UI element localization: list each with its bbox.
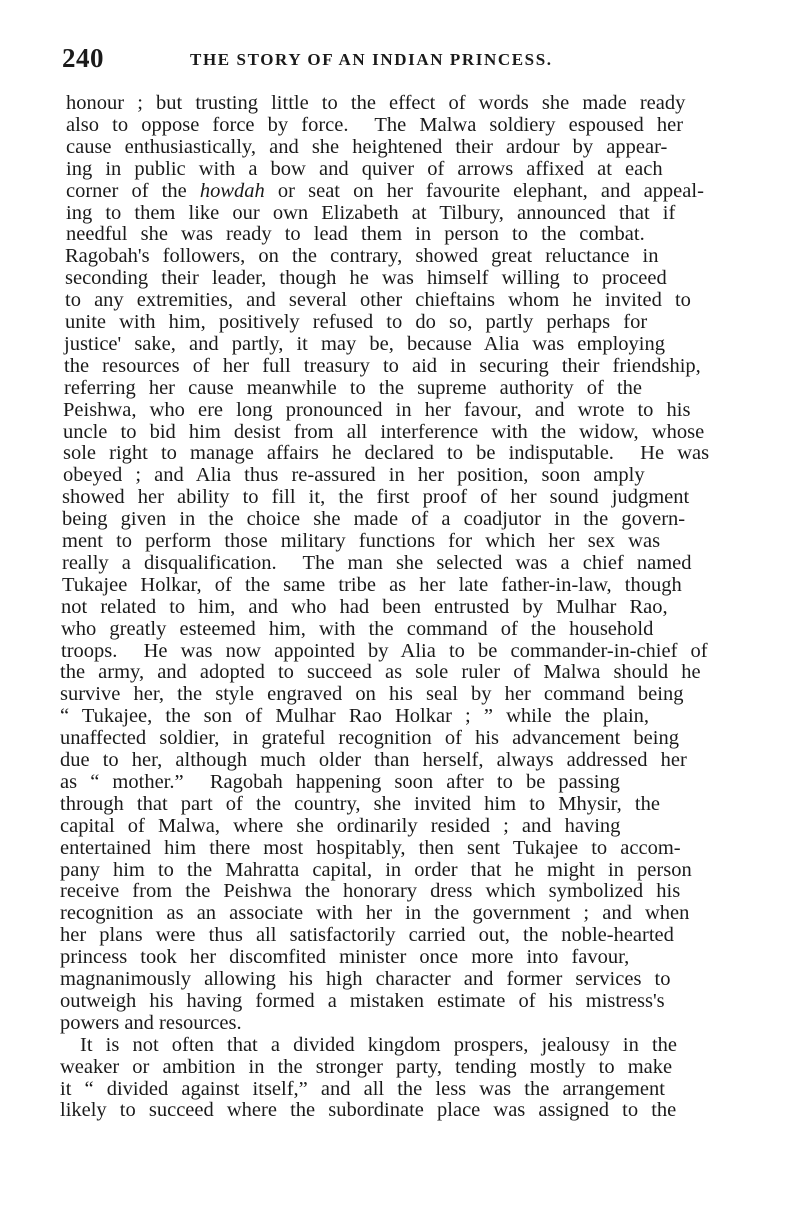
text-line: weaker or ambition in the stronger party, tending mostly to make xyxy=(60,1055,673,1078)
text-line: unaffected soldier, in grateful recognition of his advancement being xyxy=(60,727,679,750)
italic-word: howdah xyxy=(199,179,265,202)
text-line: her plans were thus all satisfactorily carried out, the noble-hearted xyxy=(60,924,674,947)
text-line: ing in public with a bow and quiver of arrows affixed at each xyxy=(66,157,663,180)
text-line: magnanimously allowing his high character and former services to xyxy=(60,968,671,990)
text-line: through that part of the country, she invited him to Mhysir, the xyxy=(60,792,660,815)
page-number: 240 xyxy=(62,43,104,73)
text-line: princess took her discomfited minister once more into favour, xyxy=(60,946,630,969)
text-line: pany him to the Mahratta capital, in order that he might in person xyxy=(60,858,692,881)
text-line: justice' sake, and partly, it may be, because Alia was employing xyxy=(64,332,665,355)
text-line: survive her, the style engraved on his seal by her command being xyxy=(60,683,684,706)
text-line: being given in the choice she made of a coadjutor in the govern- xyxy=(62,508,686,531)
text-line: it “ divided against itself,” and all the less was the arrangement xyxy=(60,1077,665,1100)
text-line: Tukajee Holkar, of the same tribe as her late father-in-law, though xyxy=(62,573,682,596)
text-line: obeyed ; and Alia thus re-assured in her position, soon amply xyxy=(63,464,645,487)
text-line: really a disqualification. The man she selected was a chief named xyxy=(62,551,692,574)
text-line: the army, and adopted to succeed as sole ruler of Malwa should he xyxy=(60,661,701,684)
text-line: likely to succeed where the subordinate place was assigned to the xyxy=(60,1099,677,1122)
text-line: to any extremities, and several other chieftains whom he invited to xyxy=(65,289,691,312)
text-line: entertained him there most hospitably, then sent Tukajee to accom- xyxy=(60,836,681,859)
text-line: outweigh his having formed a mistaken estimate of his mistress's xyxy=(60,989,665,1012)
text-line: showed her ability to fill it, the first proof of her sound judgment xyxy=(62,486,690,509)
text-line: corner of the howdah or seat on her favourite elephant, and appeal- xyxy=(66,179,704,202)
text-line: Ragobah's followers, on the contrary, showed great reluctance in xyxy=(65,245,659,268)
text-line: not related to him, and who had been entrusted by Mulhar Rao, xyxy=(61,595,668,618)
page-header xyxy=(62,38,782,78)
text-line: who greatly esteemed him, with the command of the household xyxy=(61,617,654,640)
text-line: troops. He was now appointed by Alia to be commander-in-chief of xyxy=(61,639,708,662)
text-line: ment to perform those military functions for which her sex was xyxy=(62,530,661,552)
text-line: needful she was ready to lead them in person to the combat. xyxy=(66,223,645,246)
text-line: capital of Malwa, where she ordinarily resided ; and having xyxy=(60,814,621,837)
text-line: the resources of her full treasury to aid in securing their friendship, xyxy=(64,354,701,377)
text-line: due to her, although much older than herself, always addressed her xyxy=(60,749,687,771)
text-line: unite with him, positively refused to do so, partly perhaps for xyxy=(65,311,648,333)
text-line: ing to them like our own Elizabeth at Tilbury, announced that if xyxy=(66,201,676,224)
text-line: It is not often that a divided kingdom prospers, jealousy in the xyxy=(80,1033,677,1056)
text-line: also to oppose force by force. The Malwa soldiery espoused her xyxy=(66,113,684,136)
text-line: Peishwa, who ere long pronounced in her favour, and wrote to his xyxy=(63,398,691,421)
text-line: powers and resources. xyxy=(60,1011,242,1034)
text-line: seconding their leader, though he was himself willing to proceed xyxy=(65,267,667,290)
text-line: uncle to bid him desist from all interference with the widow, whose xyxy=(63,420,705,443)
text-line: sole right to manage affairs he declared to be indisputable. He was xyxy=(63,442,710,465)
text-line: honour ; but trusting little to the effect of words she made ready xyxy=(66,92,686,114)
text-line: “ Tukajee, the son of Mulhar Rao Holkar ; ” while the plain, xyxy=(60,705,650,728)
text-line: recognition as an associate with her in the government ; and when xyxy=(60,902,690,925)
text-line: as “ mother.” Ragobah happening soon after to be passing xyxy=(60,770,620,793)
text-line: referring her cause meanwhile to the supreme authority of the xyxy=(64,376,643,399)
text-line: cause enthusiastically, and she heightened their ardour by appear- xyxy=(66,135,668,158)
text-line: receive from the Peishwa the honorary dress which symbolized his xyxy=(60,880,681,903)
running-head: THE STORY OF AN INDIAN PRINCESS. xyxy=(190,50,553,69)
